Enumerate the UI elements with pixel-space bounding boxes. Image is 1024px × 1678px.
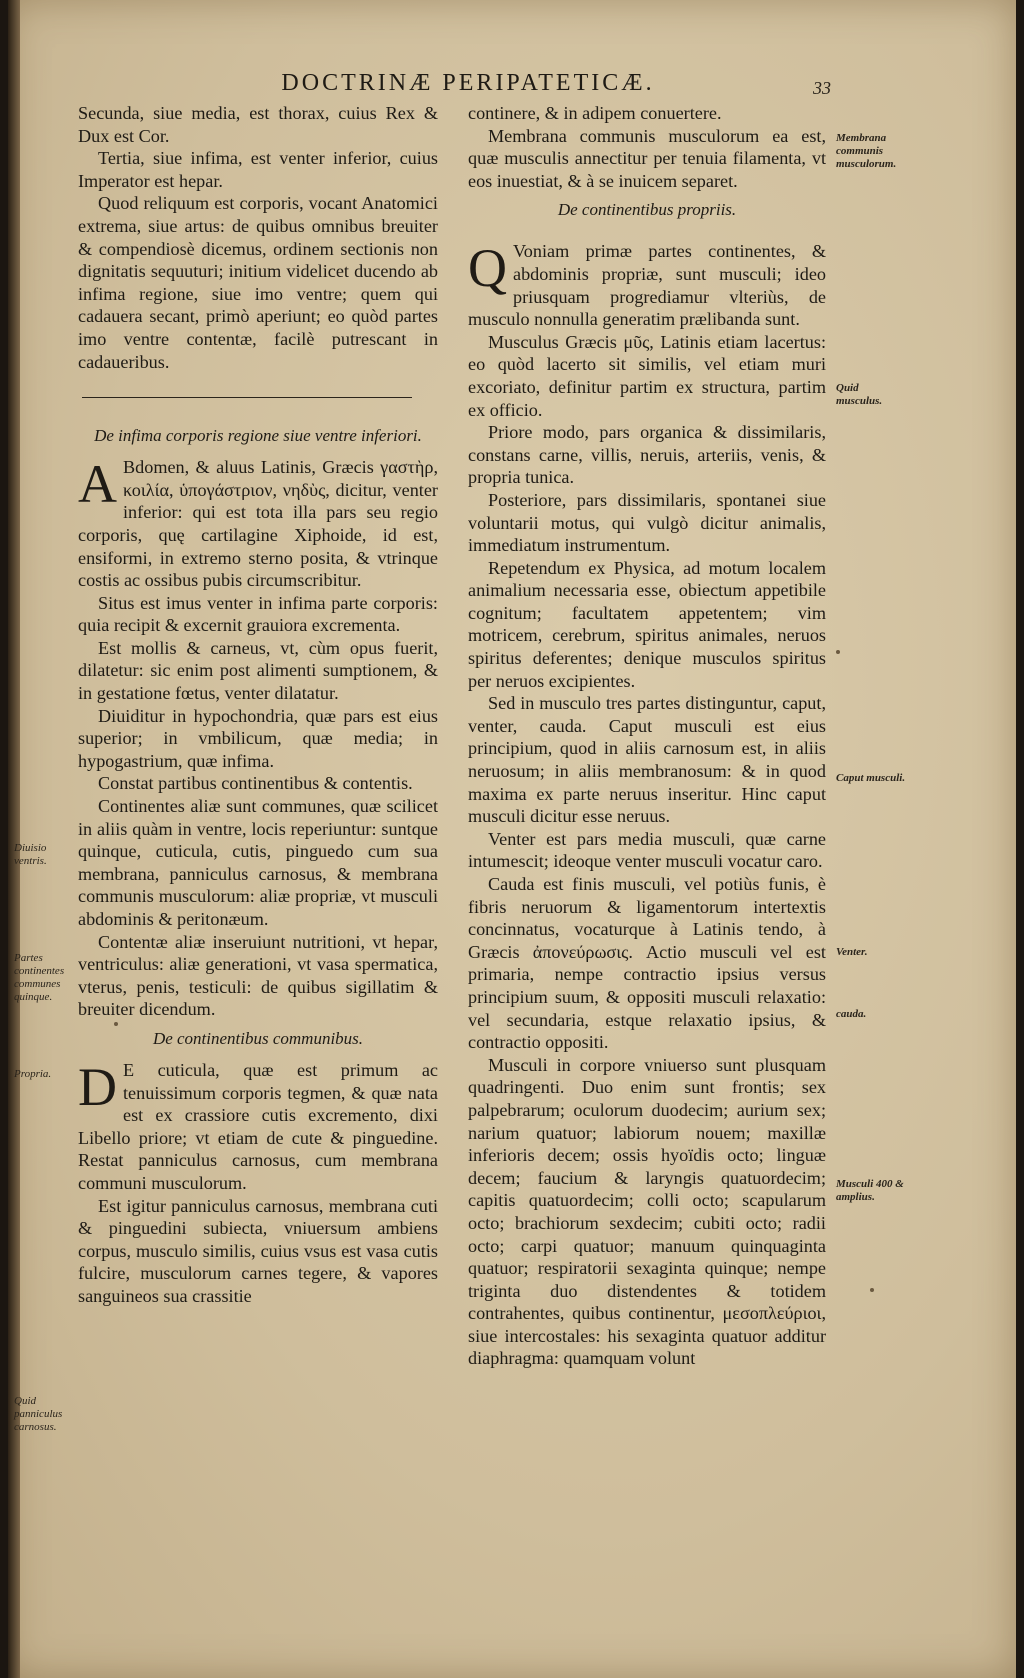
paragraph: Venter est pars media musculi, quæ carne intumescit; ideoque venter musculi vocatur caro.	[468, 828, 826, 872]
paragraph-with-initial	[78, 1056, 438, 1195]
spacer	[468, 230, 826, 240]
section-rule	[82, 397, 412, 398]
margin-note-panniculus: Quid panniculus carnosus.	[14, 1395, 63, 1433]
paragraph: Est mollis & carneus, vt, cùm opus fuerit, dilatetur: sic enim post alimenti sumptionem, & in gestatione fœtus, venter dilatatur.	[78, 637, 438, 704]
margin-note-caput: Caput musculi.	[836, 772, 906, 784]
paragraph: Tertia, siue infima, est venter inferior, cuius Imperator est hepar.	[78, 148, 438, 191]
book-page	[8, 0, 1016, 1678]
right-column	[468, 102, 826, 1370]
paragraph: Cauda est finis musculi, vel potiùs funis, è fibris neruorum & ligamentorum intertextis concinnatus, vocaturque à Latinis tendo, à Græcis ἀπονεύρωσις. Actio musculi vel est primaria, nempe contractio ipsius versus principium suum, & oppositi musculi relaxatio: vel secundaria, estque relaxatio ipsius, & contractio oppositi.	[468, 874, 826, 1053]
paragraph: Membrana communis musculorum ea est, quæ musculis annectitur per tenuia filamenta, vt eos inuestiat, & à se inuicem separet.	[468, 125, 826, 191]
paragraph-text: Bdomen, & aluus Latinis, Græcis γαστὴρ, κοιλία, ὑπογάστριον, νηδὺς, dicitur, venter inferior: qui est tota illa pars seu regio corporis, quę cartilagine Xiphoide, id est, ensiformi, in extremo sterno posita, & vtrinque costis ac ossibus pubis circumscribitur.	[78, 457, 438, 591]
section-heading: De continentibus communibus.	[152, 1028, 364, 1048]
paragraph: Constat partibus continentibus & contentis.	[98, 773, 413, 794]
section-heading: De continentibus propriis.	[557, 200, 737, 220]
margin-note-venter: Venter.	[836, 946, 868, 958]
margin-note-cauda: cauda.	[836, 1008, 867, 1020]
paragraph-text: E cuticula, quæ est primum ac tenuissimum corporis tegmen, & quæ nata est ex crassiore cutis excremento, dixi Libello priore; vt etiam de cute & pinguedine. Restat panniculus carnosus, cum membrana communi musculorum.	[78, 1059, 438, 1193]
ink-speck	[836, 650, 840, 654]
margin-note-membrana: Membrana communis musculorum.	[836, 132, 897, 170]
drop-cap: D	[78, 1056, 117, 1117]
paragraph: Posteriore, pars dissimilaris, spontanei siue voluntarii motus, qui vulgò dicitur animalis, immediatum instrumentum.	[468, 489, 826, 556]
left-column	[78, 102, 438, 1308]
paragraph: Sed in musculo tres partes distinguntur, caput, venter, cauda. Caput musculi est eius principium, quod in aliis carnosum est, in aliis neruosum; in aliis membranosum: & in quod maxima ex parte neruus inseritur. Hinc caput musculi dicitur esse neruus.	[468, 693, 826, 827]
paragraph: Priore modo, pars organica & dissimilaris, constans carne, villis, neruis, arteriis, venis, & propria tunica.	[468, 422, 826, 488]
margin-note-musculi-400: Musculi 400 & amplius.	[836, 1178, 904, 1203]
paragraph: Contentæ aliæ inseruiunt nutritioni, vt hepar, ventriculus: aliæ generationi, vt vasa spermatica, vterus, penis, testiculi: de quibus sigillatim & breuiter dicendum.	[78, 931, 438, 1020]
paragraph: Diuiditur in hypochondria, quæ pars est eius superior; in vmbilicum, quæ media; in hypogastrium, quæ infima.	[78, 705, 438, 771]
margin-note-propria: Propria.	[14, 1068, 52, 1080]
paragraph: Secunda, siue media, est thorax, cuius Rex & Dux est Cor.	[78, 103, 438, 146]
paragraph: Repetendum ex Physica, ad motum localem animalium necessaria esse, obiectum appetibile cognitum; facultatem appetentem; vim motricem, cerebrum, spiritus animales, neruos spiritus deferentes; denique musculos spiritus per neruos excipientes.	[468, 557, 826, 691]
margin-note-divisio: Diuisio ventris.	[14, 842, 47, 867]
paragraph: Continentes aliæ sunt communes, quæ scilicet in aliis quàm in ventre, locis reperiuntur: suntque quinque, cuticula, cutis, pinguedo cum sua membrana, panniculus carnosus, & membrana communis musculorum: aliæ propriæ, vt musculi abdominis & peritonæum.	[78, 796, 438, 929]
drop-cap: Q	[468, 238, 507, 299]
page-number: 33	[813, 78, 831, 98]
ink-speck	[870, 1288, 874, 1292]
section-heading: De infima corporis regione siue ventre inferiori.	[94, 426, 422, 446]
paragraph: Musculus Græcis μῦς, Latinis etiam lacertus: eo quòd lacerto sit similis, vel etiam muri excoriato, definitur partim ex structura, partim ex officio.	[468, 331, 826, 420]
ink-speck	[114, 1022, 118, 1026]
paragraph: Quod reliquum est corporis, vocant Anatomici extrema, siue artus: de quibus omnibus breuiter & compendiosè dicemus, ordinem sectionis non dignitatis sequuturi; initium videlicet ducendo ab infima regione, siue imo ventre; quem qui cadauera secant, primò aperiunt; eo quòd partes imo ventre contentæ, facilè putrescant in cadaueribus.	[78, 193, 438, 372]
paragraph-with-initial	[468, 240, 826, 330]
margin-note-quid-musculus: Quid musculus.	[836, 382, 883, 407]
paragraph: continere, & in adipem conuertere.	[468, 103, 722, 123]
paragraph: Est igitur panniculus carnosus, membrana cuti & pinguedini subiecta, vniuersum ambiens corpus, musculo similis, cuius vsus est vasa cutis fulcire, musculorum carnes tegere, & vapores sanguineos sua crassitie	[78, 1195, 438, 1306]
paragraph: Musculi in corpore vniuerso sunt plusquam quadringenti. Duo enim sunt frontis; sex palpebrarum; oculorum duodecim; aurium sex; narium quatuor; labiorum nouem; maxillæ inferioris decem; ossis hyoïdis octo; linguæ decem; faucium & laryngis quatuordecim; capitis quatuordecim; colli octo; scapularum octo; brachiorum sexdecim; cubiti octo; radii octo; carpi quatuor; manuum quinquaginta quatuor; respiratorii sexaginta quinque; nempe triginta duo distendentes & totidem contrahentes, quibus continentur, μεσοπλεύριοι, siue intercostales: his sexaginta quatuor additur diaphragma: quamquam volunt	[468, 1054, 826, 1369]
drop-cap: A	[78, 454, 117, 515]
paragraph-text: Voniam primæ partes continentes, & abdominis propriæ, sunt musculi; ideo priusquam progrediamur vlteriùs, de musculo nonnulla generatim prælibanda sunt.	[468, 241, 826, 330]
running-title: DOCTRINÆ PERIPATETICÆ.	[281, 70, 655, 96]
margin-note-partes: Partes continentes communes quinque.	[14, 952, 65, 1003]
paragraph-with-initial	[78, 456, 438, 592]
paragraph: Situs est imus venter in infima parte corporis: quia recipit & excernit grauiora excrementa.	[78, 592, 438, 636]
